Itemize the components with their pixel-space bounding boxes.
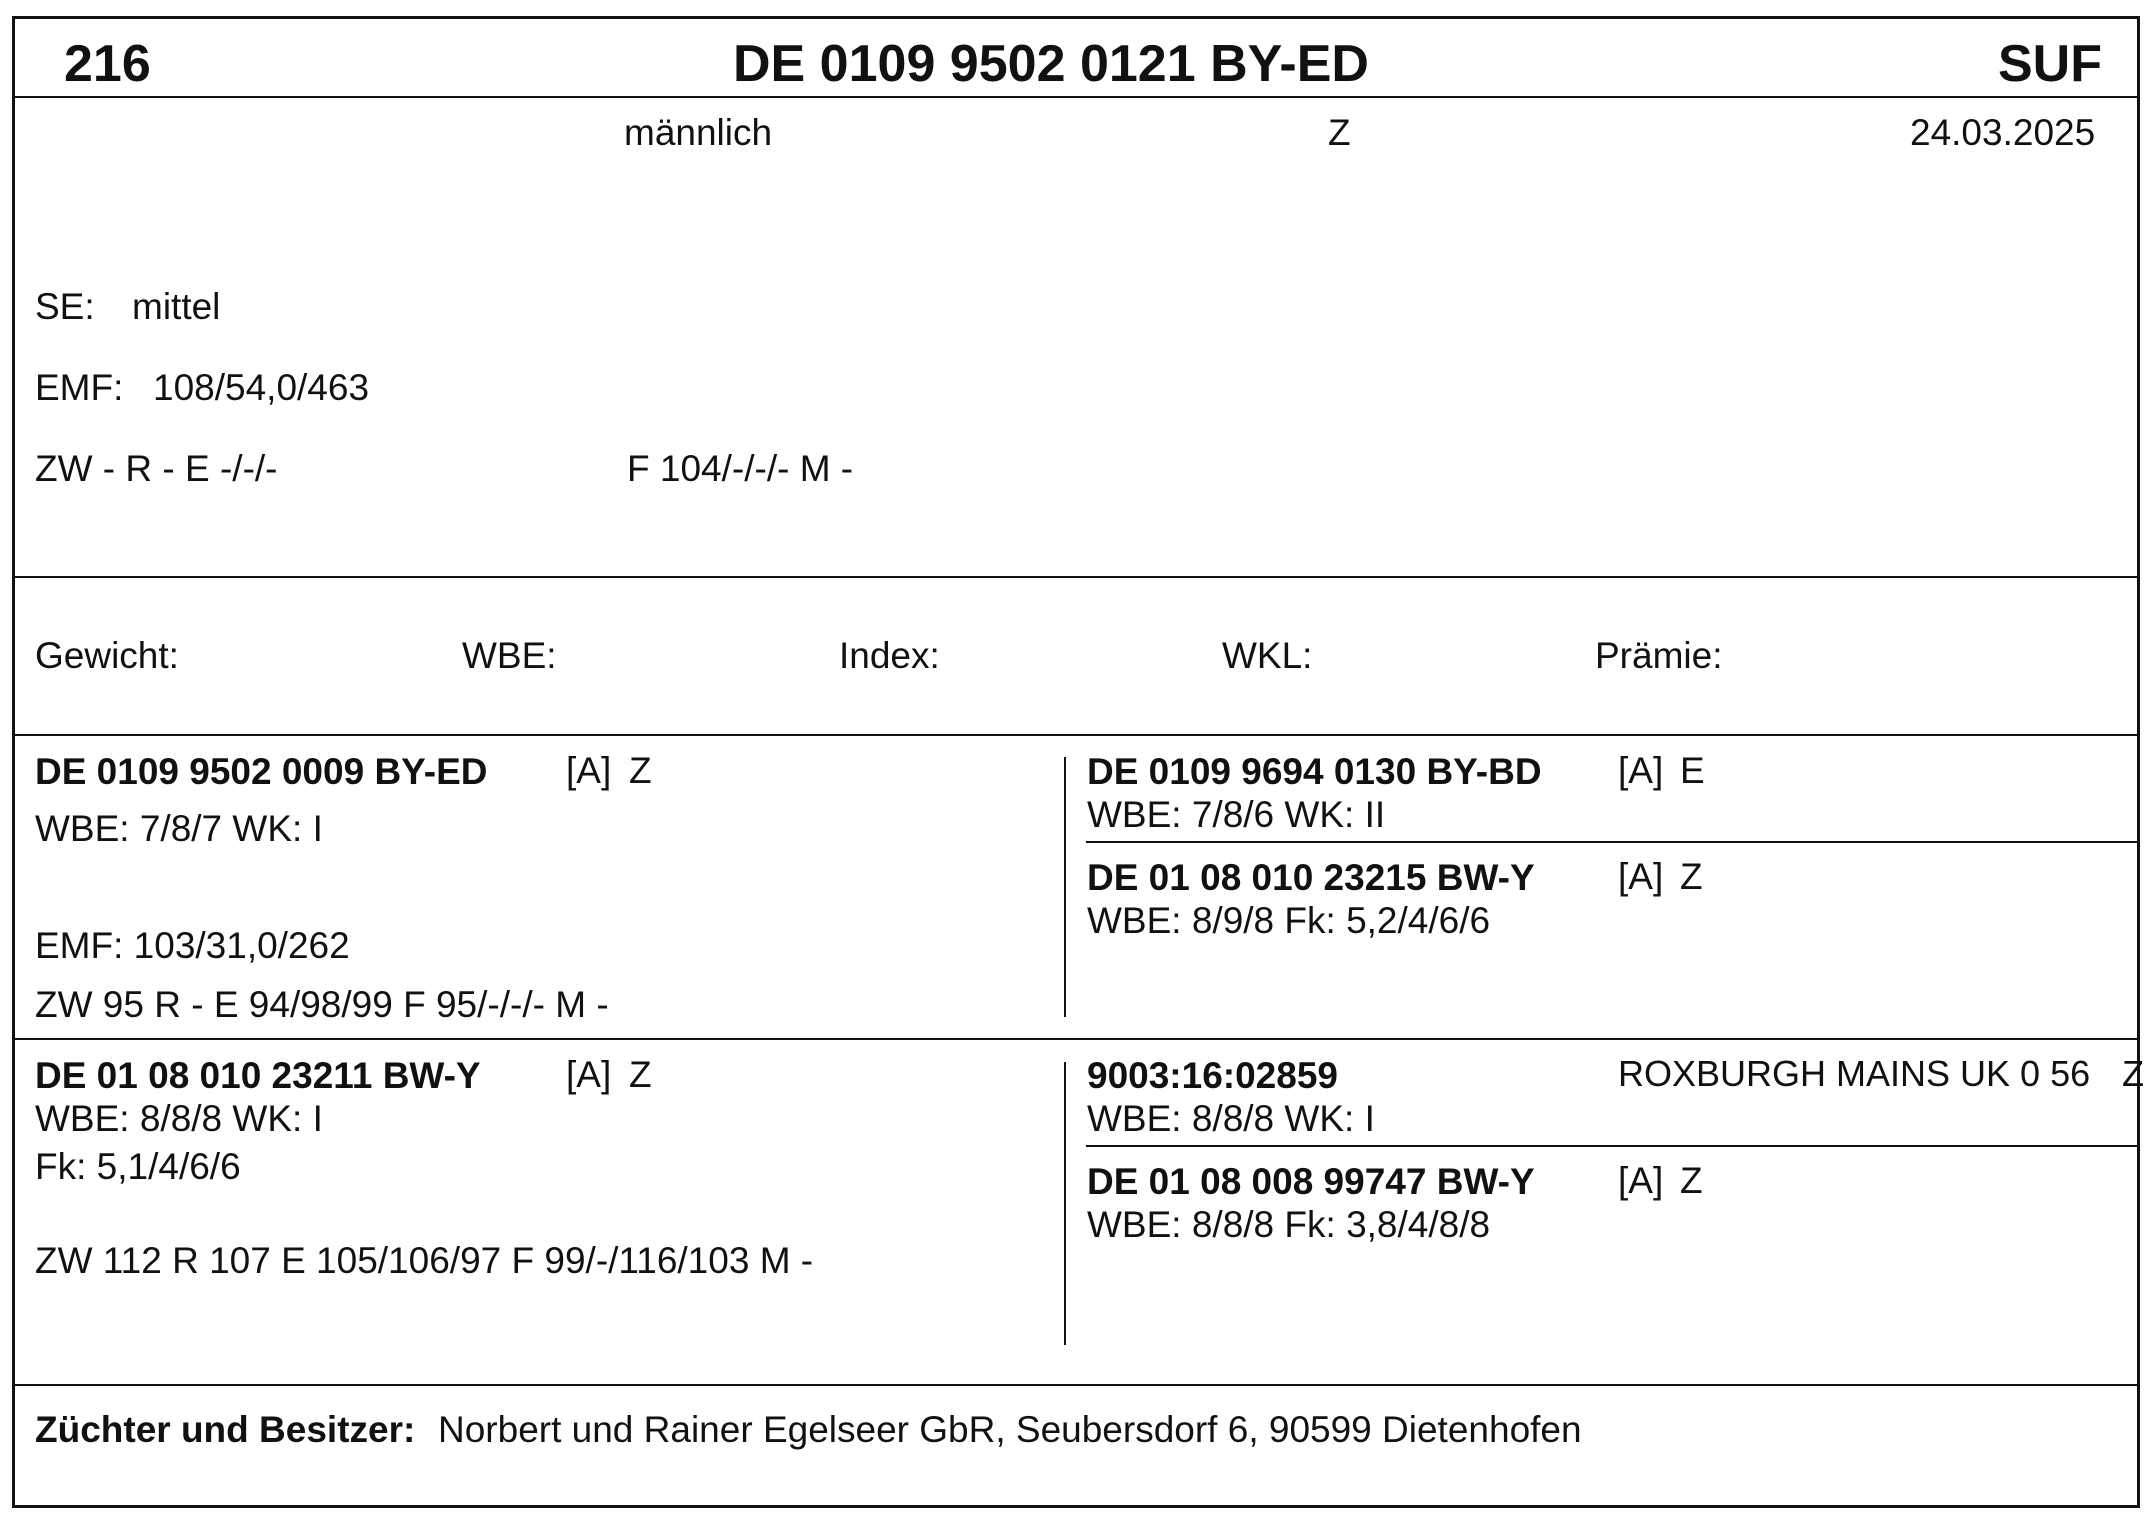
date: 24.03.2025 — [1910, 112, 2096, 153]
sire-dam-grade: Z — [1680, 856, 1703, 897]
emf-label: EMF: — [35, 367, 124, 408]
sire-ancestors-divider — [1086, 841, 2137, 843]
sire-tag: [A] — [566, 750, 612, 791]
dam-tag: [A] — [566, 1054, 612, 1095]
info-divider — [15, 576, 2137, 578]
header-divider — [15, 96, 2137, 98]
sire-sire-tag: [A] — [1618, 750, 1664, 791]
praemie-label: Prämie: — [1595, 635, 1723, 676]
dam-sire-grade: Z — [2122, 1053, 2144, 1094]
wkl-label: WKL: — [1222, 635, 1313, 676]
dam-dam-id: DE 01 08 008 99747 BW-Y — [1087, 1161, 1535, 1202]
sex: männlich — [624, 112, 773, 153]
dam-ancestors-divider — [1086, 1145, 2137, 1147]
dam-sire-origin: ROXBURGH MAINS UK 0 56 — [1618, 1053, 2091, 1094]
sire-dam-wbe: WBE: 8/9/8 Fk: 5,2/4/6/6 — [1087, 900, 1491, 941]
sire-grade: Z — [629, 750, 652, 791]
sire-zw: ZW 95 R - E 94/98/99 F 95/-/-/- M - — [35, 984, 609, 1025]
dam-wbe: WBE: 8/8/8 WK: I — [35, 1098, 323, 1139]
se-value: mittel — [132, 286, 221, 327]
sire-vertical-divider — [1064, 757, 1066, 1017]
sire-dam-tag: [A] — [1618, 856, 1664, 897]
sire-sire-id: DE 0109 9694 0130 BY-BD — [1087, 751, 1542, 792]
dam-grade: Z — [629, 1054, 652, 1095]
emf-value: 108/54,0/463 — [153, 367, 370, 408]
wbe-label: WBE: — [462, 635, 557, 676]
dam-sire-id: 9003:16:02859 — [1087, 1055, 1338, 1096]
dam-fk: Fk: 5,1/4/6/6 — [35, 1146, 241, 1187]
zw-line: ZW - R - E -/-/- — [35, 448, 278, 489]
dam-dam-tag: [A] — [1618, 1160, 1664, 1201]
catalog-card — [12, 16, 2144, 1508]
sire-sire-wbe: WBE: 7/8/6 WK: II — [1087, 794, 1386, 835]
dam-dam-wbe: WBE: 8/8/8 Fk: 3,8/4/8/8 — [1087, 1204, 1491, 1245]
dam-zw: ZW 112 R 107 E 105/106/97 F 99/-/116/103 M - — [35, 1240, 814, 1281]
sire-id: DE 0109 9502 0009 BY-ED — [35, 751, 488, 792]
sire-sire-grade: E — [1680, 750, 1705, 791]
breeder-value: Norbert und Rainer Egelseer GbR, Seubersdorf 6, 90599 Dietenhofen — [438, 1409, 1582, 1450]
pedigree-middle-divider — [15, 1038, 2137, 1040]
animal-id: DE 0109 9502 0121 BY-ED — [733, 35, 1369, 93]
footer-divider — [15, 1384, 2137, 1386]
f-line: F 104/-/-/- M - — [627, 448, 854, 489]
sire-dam-id: DE 01 08 010 23215 BW-Y — [1087, 857, 1535, 898]
grade-code: Z — [1328, 112, 1351, 153]
sire-emf: EMF: 103/31,0/262 — [35, 925, 350, 966]
index-label: Index: — [839, 635, 940, 676]
dam-dam-grade: Z — [1680, 1160, 1703, 1201]
gewicht-label: Gewicht: — [35, 635, 179, 676]
se-label: SE: — [35, 286, 95, 327]
dam-vertical-divider — [1064, 1062, 1066, 1345]
breeder-label: Züchter und Besitzer: — [35, 1409, 416, 1450]
lot-number: 216 — [64, 35, 151, 93]
sire-wbe: WBE: 7/8/7 WK: I — [35, 808, 323, 849]
dam-sire-wbe: WBE: 8/8/8 WK: I — [1087, 1098, 1375, 1139]
dam-id: DE 01 08 010 23211 BW-Y — [35, 1055, 481, 1096]
weights-divider — [15, 734, 2137, 736]
breed-code: SUF — [1998, 35, 2102, 93]
